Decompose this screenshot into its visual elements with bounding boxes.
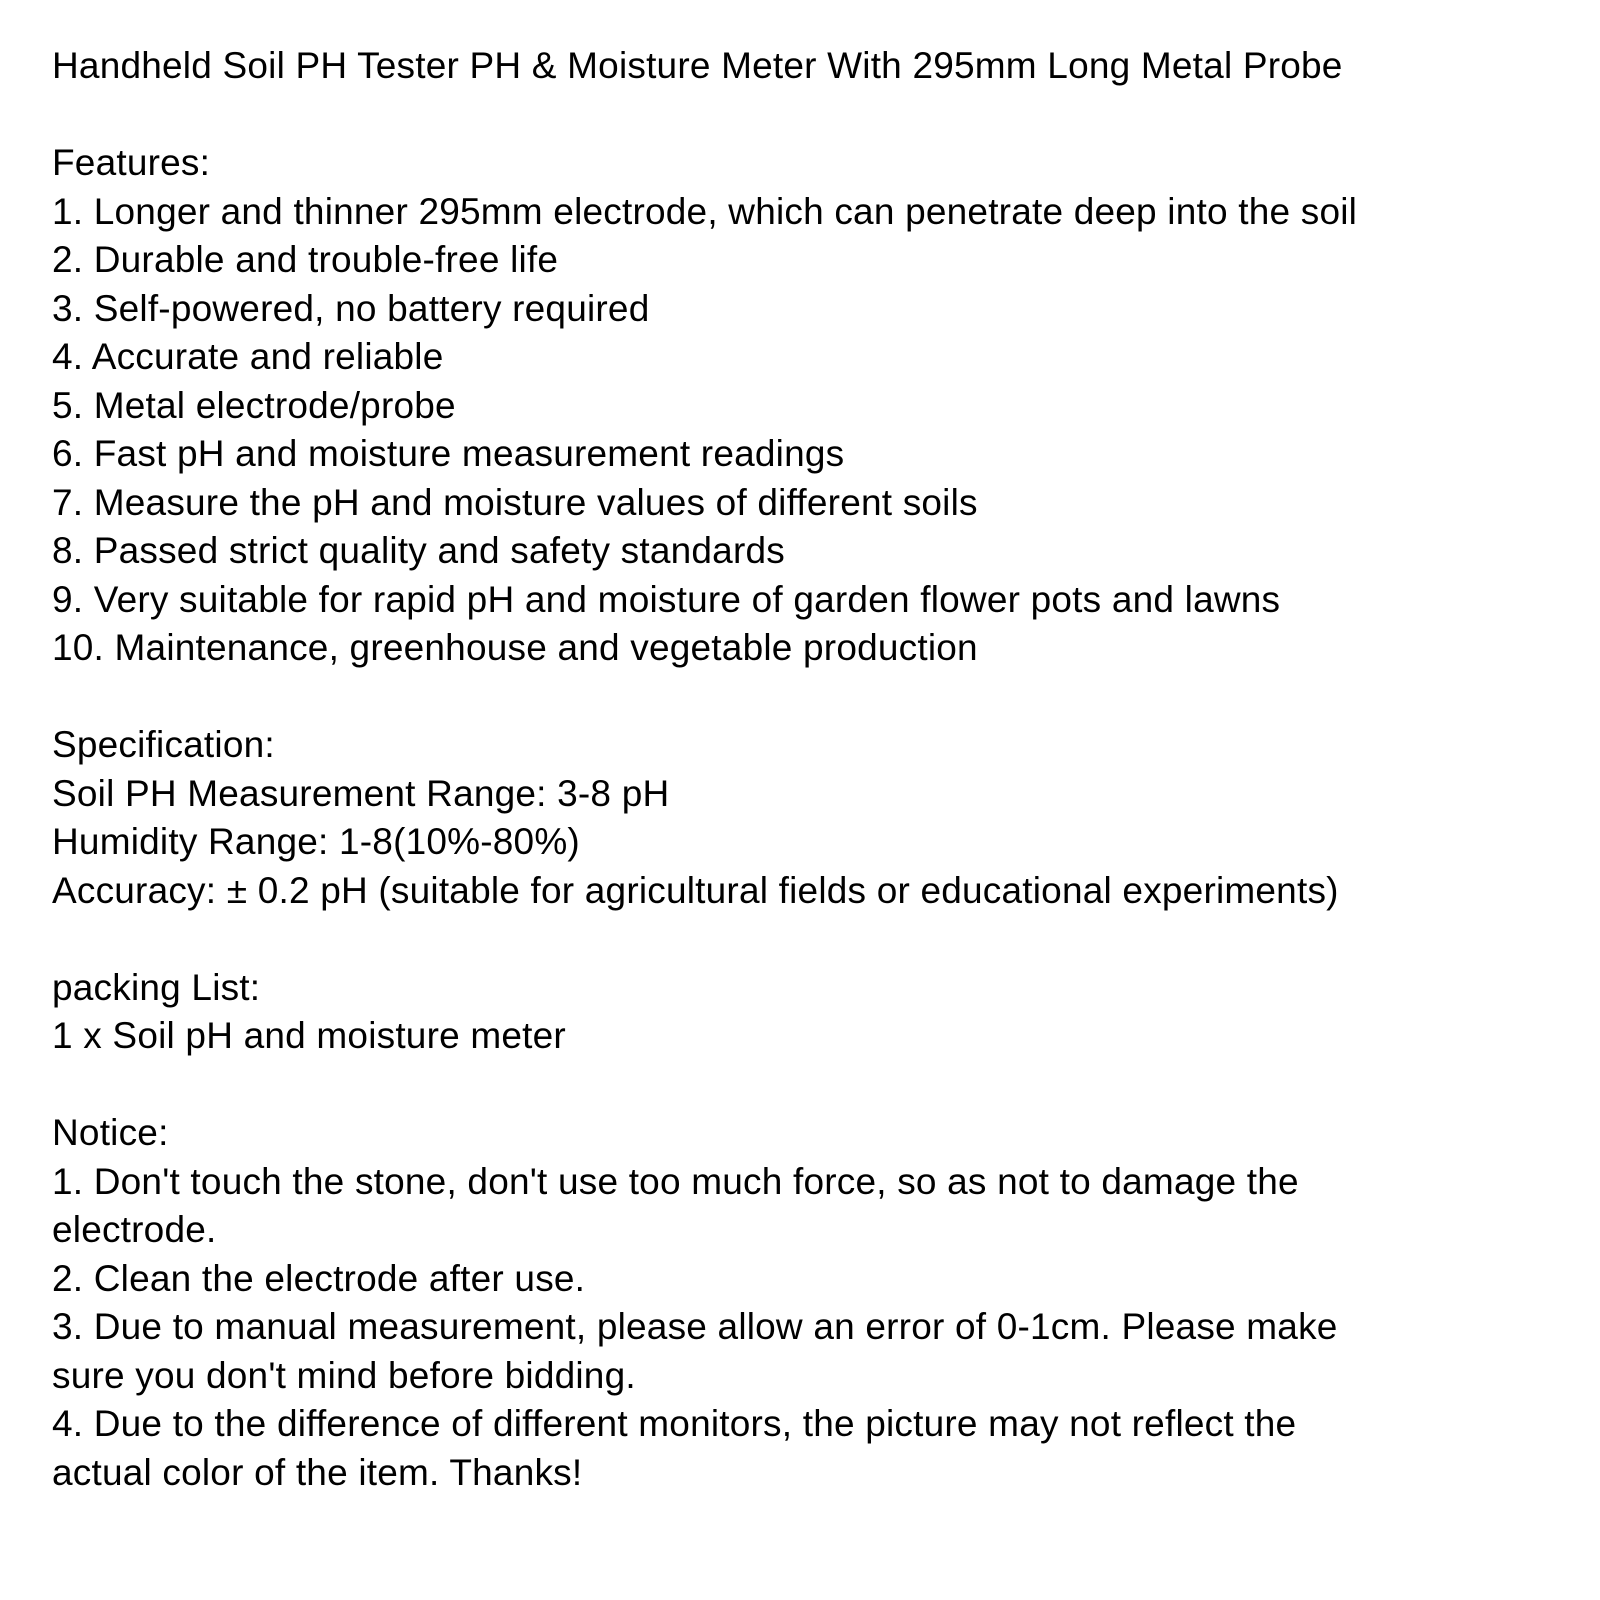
- notice-line: 4. Due to the difference of different monitors, the picture may not reflect the: [52, 1403, 1297, 1444]
- feature-item: 1. Longer and thinner 295mm electrode, which can penetrate deep into the soil: [52, 190, 1358, 232]
- feature-item: 10. Maintenance, greenhouse and vegetable production: [52, 627, 978, 668]
- notice-heading: Notice:: [52, 1112, 169, 1153]
- notice-line: electrode.: [52, 1209, 217, 1250]
- notice-line: 1. Don't touch the stone, don't use too much force, so as not to damage the: [52, 1160, 1299, 1202]
- notice-line: sure you don't mind before bidding.: [52, 1354, 636, 1396]
- features-section: [52, 139, 1572, 673]
- specification-heading: Specification:: [52, 724, 275, 765]
- feature-item: 9. Very suitable for rapid pH and moisture of garden flower pots and lawns: [52, 578, 1281, 620]
- feature-item: 4. Accurate and reliable: [52, 336, 444, 377]
- specification-item: Accuracy: ± 0.2 pH (suitable for agricultural fields or educational experiments): [52, 869, 1339, 911]
- document-title: Handheld Soil PH Tester PH & Moisture Meter With 295mm Long Metal Probe: [52, 45, 1343, 86]
- feature-item: 3. Self-powered, no battery required: [52, 287, 650, 329]
- spacer: [52, 673, 1572, 722]
- packing-list-heading: packing List:: [52, 966, 261, 1008]
- specification-section: [52, 721, 1572, 915]
- feature-item: 6. Fast pH and moisture measurement readings: [52, 433, 845, 474]
- spacer: [52, 915, 1572, 964]
- notice-line: actual color of the item. Thanks!: [52, 1451, 583, 1493]
- feature-item: 5. Metal electrode/probe: [52, 384, 456, 426]
- packing-list-section: [52, 964, 1572, 1061]
- notice-line: 2. Clean the electrode after use.: [52, 1257, 586, 1299]
- feature-item: 8. Passed strict quality and safety standards: [52, 530, 785, 571]
- specification-item: Humidity Range: 1-8(10%-80%): [52, 821, 580, 862]
- feature-item: 2. Durable and trouble-free life: [52, 239, 559, 280]
- features-heading: Features:: [52, 142, 211, 183]
- feature-item: 7. Measure the pH and moisture values of different soils: [52, 481, 978, 523]
- spacer: [52, 1061, 1572, 1110]
- specification-item: Soil PH Measurement Range: 3-8 pH: [52, 772, 670, 814]
- notice-line: 3. Due to manual measurement, please allow an error of 0-1cm. Please make: [52, 1306, 1338, 1347]
- notice-section: [52, 1109, 1572, 1497]
- packing-list-item: 1 x Soil pH and moisture meter: [52, 1015, 566, 1056]
- product-description: [52, 42, 1572, 1497]
- spacer: [52, 91, 1572, 140]
